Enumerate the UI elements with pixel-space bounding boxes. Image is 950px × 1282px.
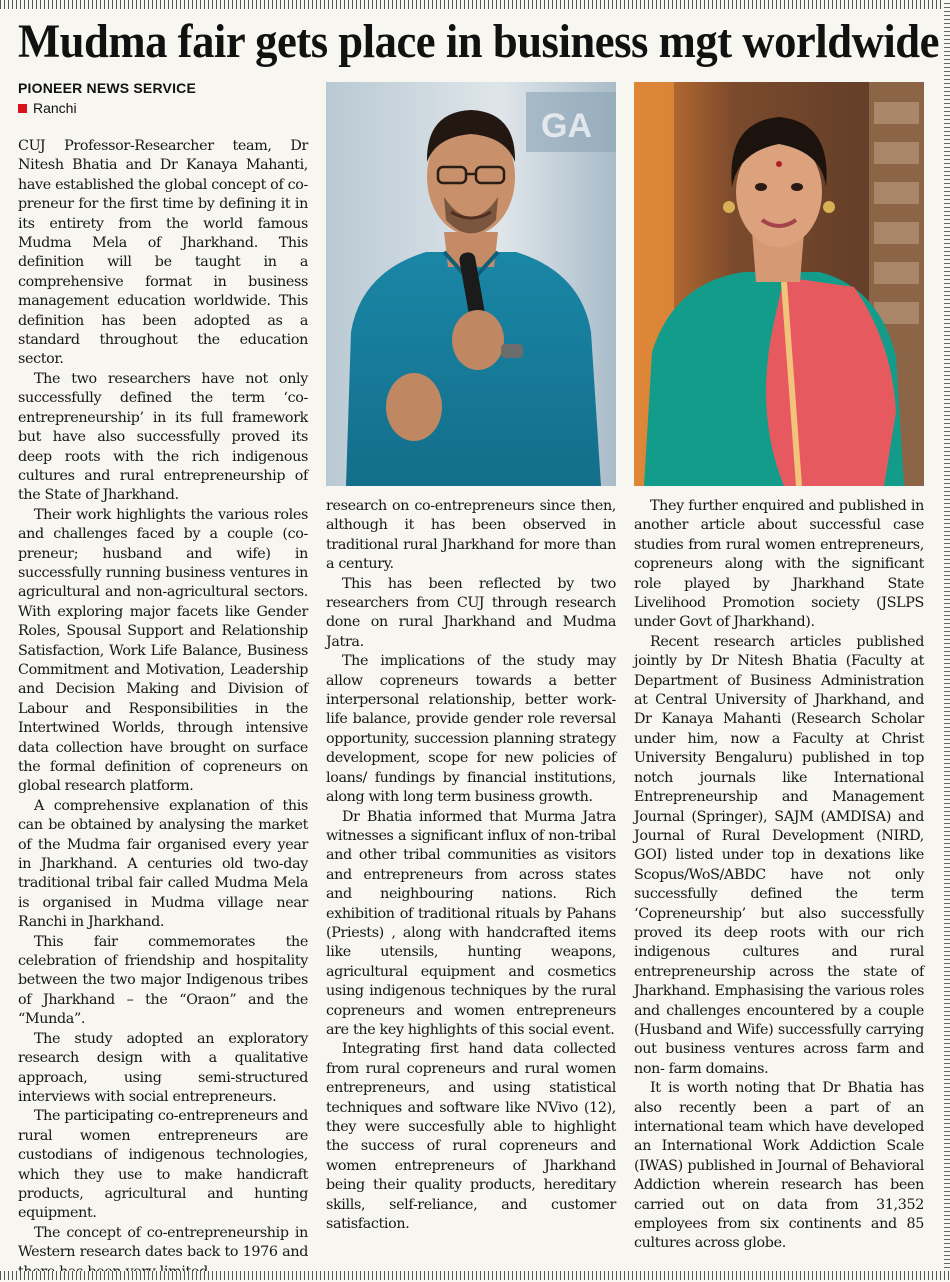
headline: Mudma fair gets place in business mgt worldwide [18,15,939,68]
page-edge-right [944,0,950,1280]
byline: PIONEER NEWS SERVICE [18,80,197,96]
article-paragraph: Recent research articles published jointly by Dr Nitesh Bhatia (Faculty at Department of Business Administration at Central University of Jharkhand, and Dr Kanaya Mahanti (Research Scholar under him, now a Faculty at Christ University Bengaluru) published in top notch journals like International Entrepreneurship and Management Journal (Springer), SAJM (AMDISA) and Journal of Rural Development (NIRD, GOI) listed under top in dexations like Scopus/WoS/ABDC have not only successfully defined the term ‘Copreneurship’ but also successfully proved its deep roots with our rich indigenous cultures and rural entrepreneurship across the state of Jharkhand. Emphasising the various roles and challenges encountered by a couple (Husband and Wife) successfully carrying out business ventures across farm and non- farm domains. [634,633,924,1077]
article-paragraph: This fair commemorates the celebration of friendship and hospitality between the two major Indigenous tribes of Jharkhand – the “Oraon” and the “Munda”. [18,933,308,1028]
dateline-city: Ranchi [33,100,77,116]
article-column-1 [18,137,308,1282]
article-paragraph: The participating co-entrepreneurs and rural women entrepreneurs are custodians of indigenous technologies, which they use to make handicraft products, agricultural and hunting equipment. [18,1108,308,1222]
article-paragraph: research on co-entrepreneurs since then, although it has been observed in traditional rural Jharkhand for more than a century. [326,498,616,573]
article-paragraph: This has been reflected by two researchers from CUJ through research done on rural Jharkhand and Mudma Jatra. [326,575,616,650]
article-paragraph: A comprehensive explanation of this can be obtained by analysing the market of the Mudma fair organised every year in Jharkhand. A centuries old two-day traditional tribal fair called Mudma Mela is organised in Mudma village near Ranchi in Jharkhand. [18,797,308,931]
article-paragraph: Dr Bhatia informed that Murma Jatra witnesses a significant influx of non-tribal and other tribal communities as visitors and entrepreneurs from across states and neighbouring nations. Rich exhibition of traditional rituals by Pahans (Priests) , along with handcrafted items like utensils, hunting weapons, agricultural equipment and cosmetics using indigenous techniques by the rural copreneurs and women entrepreneurs are the key highlights of this social event. [326,808,616,1038]
article-paragraph: CUJ Professor-Researcher team, Dr Nitesh Bhatia and Dr Kanaya Mahanti, have established the global concept of co-preneur for the first time by defining it in its entirety from the world famous Mudma Mela of Jharkhand. This definition will be taught in a comprehensive format in business management education worldwide. This definition has been adopted as a standard throughout the education sector. [18,138,308,368]
page-edge-top [0,0,950,9]
red-square-icon [18,104,27,113]
woman-in-saree-photo [634,82,924,486]
article-paragraph: The two researchers have not only successfully defined the term ‘co-entrepreneurship’ in its full framework but have also successfully proved its deep roots with the rich indigenous cultures and rural entrepreneurship of the State of Jharkhand. [18,370,308,504]
article-paragraph: The concept of co-entrepreneurship in Western research dates back to 1976 and [18,1224,308,1261]
article-paragraph: The study adopted an exploratory research design with a qualitative approach, using semi-structured interviews with social entrepreneurs. [18,1030,308,1105]
article-paragraph: Their work highlights the various roles and challenges faced by a couple (co-preneur; husband and wife) in successfully running business ventures in agricultural and non-agricultural sectors. With exploring major facets like Gender Roles, Spousal Support and Relationship Satisfaction, Work Life Balance, Business Commitment and Motivation, Leadership and Decision Making and Division of Labour and Responsibilities in the Intertwined Worlds, through intensive data collection have brought on surface the formal definition of copreneurs on global research platform. [18,506,308,795]
page-edge-bottom [0,1271,950,1280]
article-paragraph: It is worth noting that Dr Bhatia has also recently been a part of an international team which have developed an International Work Addiction Scale (IWAS) published in Journal of Behavioral Addiction wherein research has been carried out on data from 31,352 employees from six continents and 85 cultures across globe. [634,1080,924,1252]
article-column-3 [634,497,924,1254]
article-paragraph: They further enquired and published in another article about successful case studies from rural women entrepreneurs, copreneurs along with the significant role played by Jharkhand State Livelihood Promotion society (JSLPS under Govt of Jharkhand). [634,498,924,631]
svg-text:GA: GA [541,107,592,145]
article-column-2 [326,497,616,1234]
man-with-microphone-photo [326,82,616,486]
dateline [18,100,77,116]
article-paragraph: The implications of the study may allow copreneurs towards a better interpersonal relationship, better work-life balance, provide gender role reversal opportunity, succession planning strategy development, scope for new policies of loans/ fundings by financial institutions, along with long term business growth. [326,653,616,806]
article-paragraph: Integrating first hand data collected from rural copreneurs and rural women entrepreneurs, and using statistical techniques and software like NVivo (12), they were succesfully able to highlight the success of rural copreneurs and women entrepreneurs of Jharkhand being their quality products, hereditary skills, self-reliance, and customer satisfaction. [326,1041,616,1233]
